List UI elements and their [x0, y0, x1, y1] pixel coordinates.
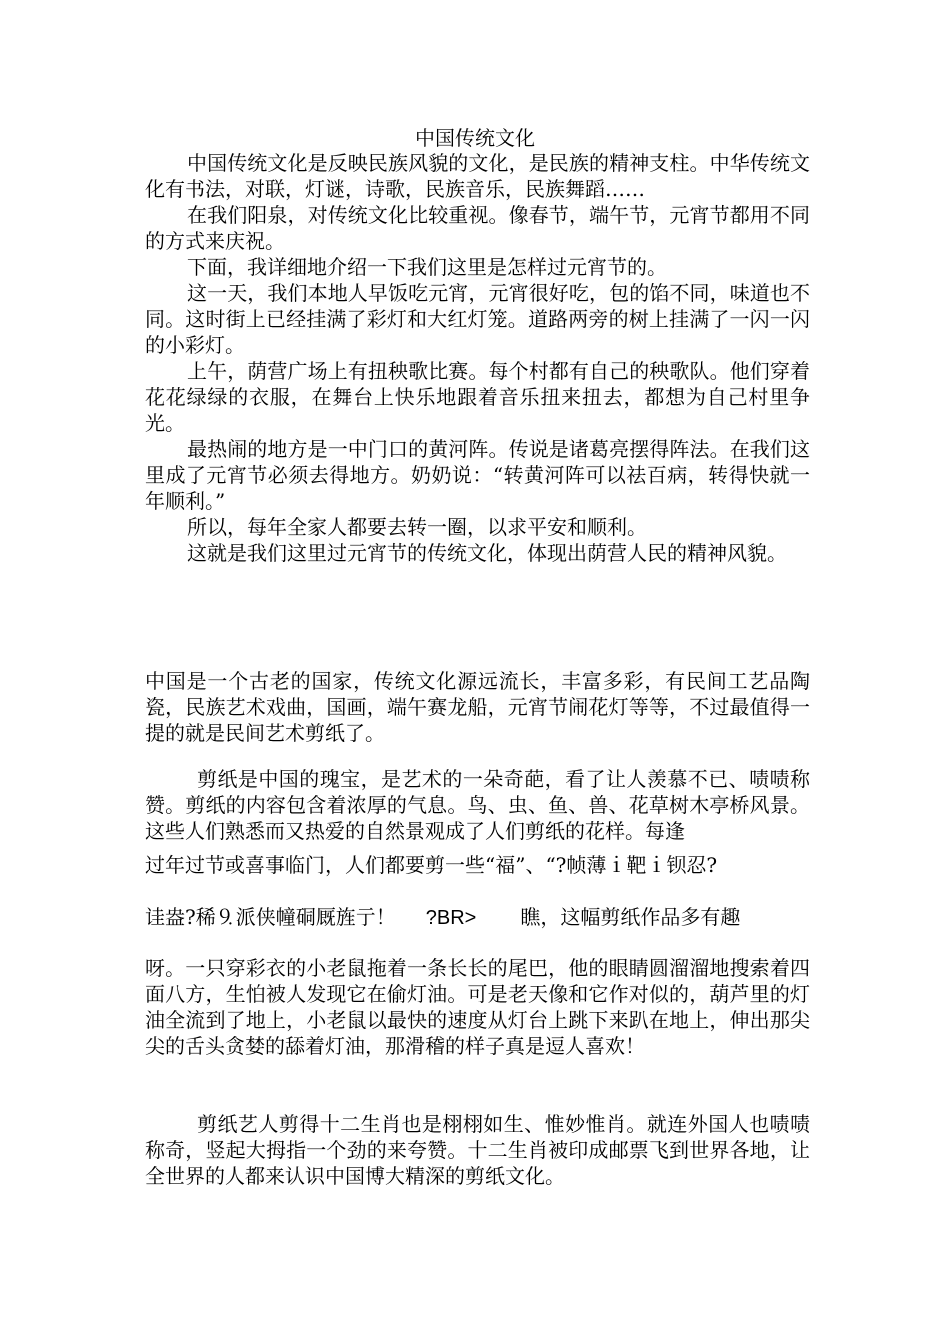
paragraph-introduce: 下面，我详细地介绍一下我们这里是怎样过元宵节的。 — [187, 255, 667, 279]
garbled-text-b: ?BR> — [425, 907, 477, 929]
garbled-text-a: 诖盎?稀⒐派侠幢硐厩旌亍！ — [145, 905, 396, 929]
paragraph-every-year: 所以，每年全家人都要去转一圈，以求平安和顺利。 — [187, 515, 647, 539]
paragraph-festival-line: 过年过节或喜事临门，人们都要剪一些“福”、“?帧薄ｉ靶ｉ钡忍? — [145, 853, 718, 877]
paragraph-paper-cutting-intro: 中国是一个古老的国家，传统文化源远流长，丰富多彩，有民间工艺品陶瓷，民族艺术戏曲，国画，端午赛龙船，元宵节闹花灯等等，不过最值得一提的就是民间艺术剪纸了。 — [145, 669, 810, 745]
garbled-text-c: 瞧，这幅剪纸作品多有趣 — [520, 905, 741, 929]
paragraph-morning: 上午，荫营广场上有扭秧歌比赛。每个村都有自己的秧歌队。他们穿着花花绿绿的衣服，在舞台上快乐地跟着音乐扭来扭去，都想为自己村里争光。 — [145, 359, 810, 435]
paragraph-paper-cutting-treasure: 剪纸是中国的瑰宝，是艺术的一朵奇葩，看了让人羡慕不已、啧啧称赞。剪纸的内容包含着浓厚的气息。鸟、虫、鱼、兽、花草树木亭桥风景。这些人们熟悉而又热爱的自然景观成了人们剪纸的花样。每逢 — [145, 767, 810, 843]
paragraph-mouse-artwork: 呀。一只穿彩衣的小老鼠拖着一条长长的尾巴，他的眼睛圆溜溜地搜索着四面八方，生怕被人发现它在偷灯油。可是老天像和它作对似的，葫芦里的灯油全流到了地上，小老鼠以最快的速度从灯台上跳下来趴在地上，伸出那尖尖的舌头贪婪的舔着灯油，那滑稽的样子真是逗人喜欢！ — [145, 956, 810, 1058]
garbled-text-line — [145, 904, 825, 931]
paragraph-this-day: 这一天，我们本地人早饭吃元宵，元宵很好吃，包的馅不同，味道也不同。这时街上已经挂满了彩灯和大红灯笼。道路两旁的树上挂满了一闪一闪的小彩灯。 — [145, 281, 810, 357]
paragraph-conclusion: 这就是我们这里过元宵节的传统文化，体现出荫营人民的精神风貌。 — [187, 541, 787, 565]
paragraph-intro: 中国传统文化是反映民族风貌的文化，是民族的精神支柱。中华传统文化有书法，对联，灯谜，诗歌，民族音乐，民族舞蹈…… — [145, 151, 810, 201]
paragraph-yangquan: 在我们阳泉，对传统文化比较重视。像春节，端午节，元宵节都用不同的方式来庆祝。 — [145, 203, 810, 253]
paragraph-huanghe-array: 最热闹的地方是一中门口的黄河阵。传说是诸葛亮摆得阵法。在我们这里成了元宵节必须去得地方。奶奶说：“转黄河阵可以祛百病，转得快就一年顺利。” — [145, 437, 810, 513]
paragraph-zodiac: 剪纸艺人剪得十二生肖也是栩栩如生、惟妙惟肖。就连外国人也啧啧称奇，竖起大拇指一个劲的来夸赞。十二生肖被印成邮票飞到世界各地，让全世界的人都来认识中国博大精深的剪纸文化。 — [145, 1112, 810, 1188]
page-title: 中国传统文化 — [415, 126, 535, 150]
